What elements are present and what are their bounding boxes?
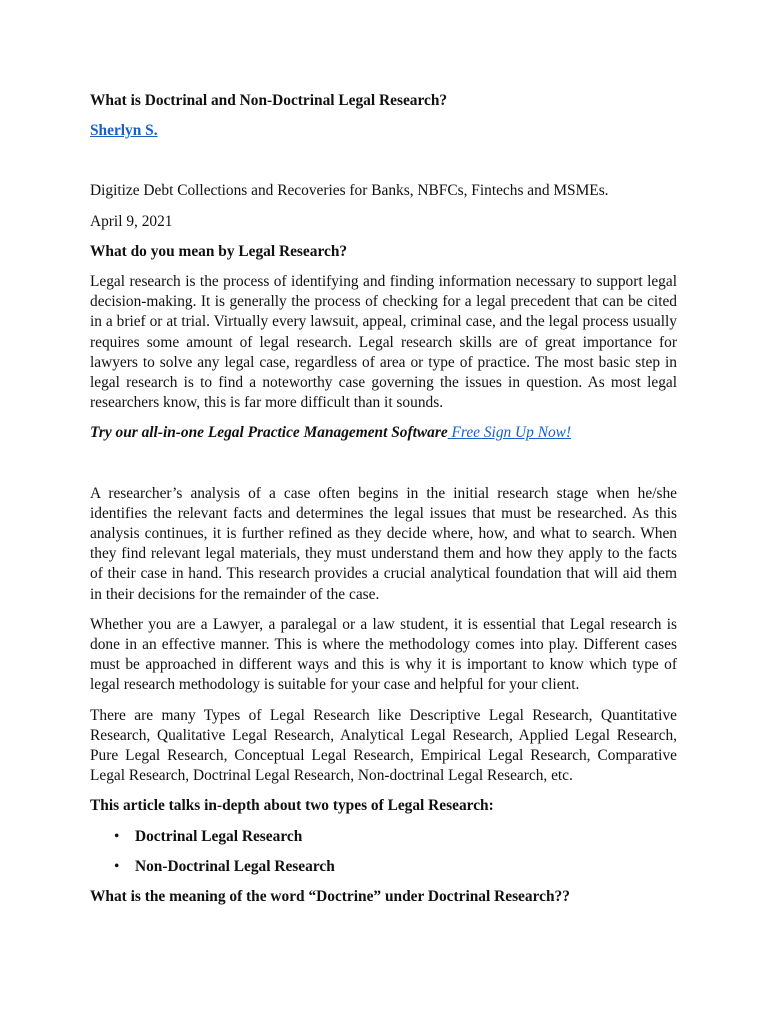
- research-types-list: [90, 827, 677, 877]
- list-item-non-doctrinal: • Non-Doctrinal Legal Research: [135, 857, 677, 877]
- article-title: What is Doctrinal and Non-Doctrinal Legal Research?: [90, 92, 448, 109]
- paragraph-legal-research-definition: Legal research is the process of identifying and finding information necessary to support legal decision-making. It is generally the process of checking for a legal precedent that can be cited in a brief or at trial. Virtually every lawsuit, appeal, criminal case, and the legal process usually requires some amount of legal research. Legal research skills are of great importance for lawyers to solve any legal case, regardless of area or type of practice. The most basic step in legal research is to find a noteworthy case governing the issues in question. As most legal researchers know, this is far more difficult than it sounds.: [90, 273, 677, 412]
- heading-doctrine-meaning: What is the meaning of the word “Doctrine” under Doctrinal Research??: [90, 888, 570, 906]
- list-item-doctrinal: • Doctrinal Legal Research: [135, 827, 677, 847]
- publish-date: April 9, 2021: [90, 212, 173, 230]
- paragraph-methodology: Whether you are a Lawyer, a paralegal or a law student, it is essential that Legal research is done in an effective manner. This is where the methodology comes into play. Different cases must be approached in different ways and this is why it is important to know which type of legal research methodology is suitable for your case and helpful for your client.: [90, 615, 677, 694]
- heading-legal-research: What do you mean by Legal Research?: [90, 242, 348, 260]
- tagline: Digitize Debt Collections and Recoveries for Banks, NBFCs, Fintechs and MSMEs.: [90, 182, 609, 200]
- cta-text: Try our all-in-one Legal Practice Management Software: [90, 424, 448, 442]
- heading-two-types: This article talks in-depth about two types of Legal Research:: [90, 797, 494, 815]
- cta-line: [90, 423, 677, 443]
- author-line: [90, 121, 677, 141]
- author-link[interactable]: Sherlyn S.: [90, 122, 158, 140]
- paragraph-types-of-research: There are many Types of Legal Research like Descriptive Legal Research, Quantitative Research, Qualitative Legal Research, Analytical Legal Research, Applied Legal Research, Pure Legal Research, Conceptual Legal Research, Empirical Legal Research, Comparative Legal Research, Doctrinal Legal Research, Non-doctrinal Legal Research, etc.: [90, 706, 677, 785]
- free-signup-link[interactable]: Free Sign Up Now!: [447, 424, 572, 442]
- paragraph-researcher-analysis: A researcher’s analysis of a case often begins in the initial research stage when he/she identifies the relevant facts and determines the legal issues that must be researched. As this analysis continues, it is further refined as they decide where, how, and what to search. When they find relevant legal materials, they must understand them and how they apply to the facts of their case in hand. This research provides a crucial analytical foundation that will aid them in their decisions for the remainder of the case.: [90, 484, 677, 603]
